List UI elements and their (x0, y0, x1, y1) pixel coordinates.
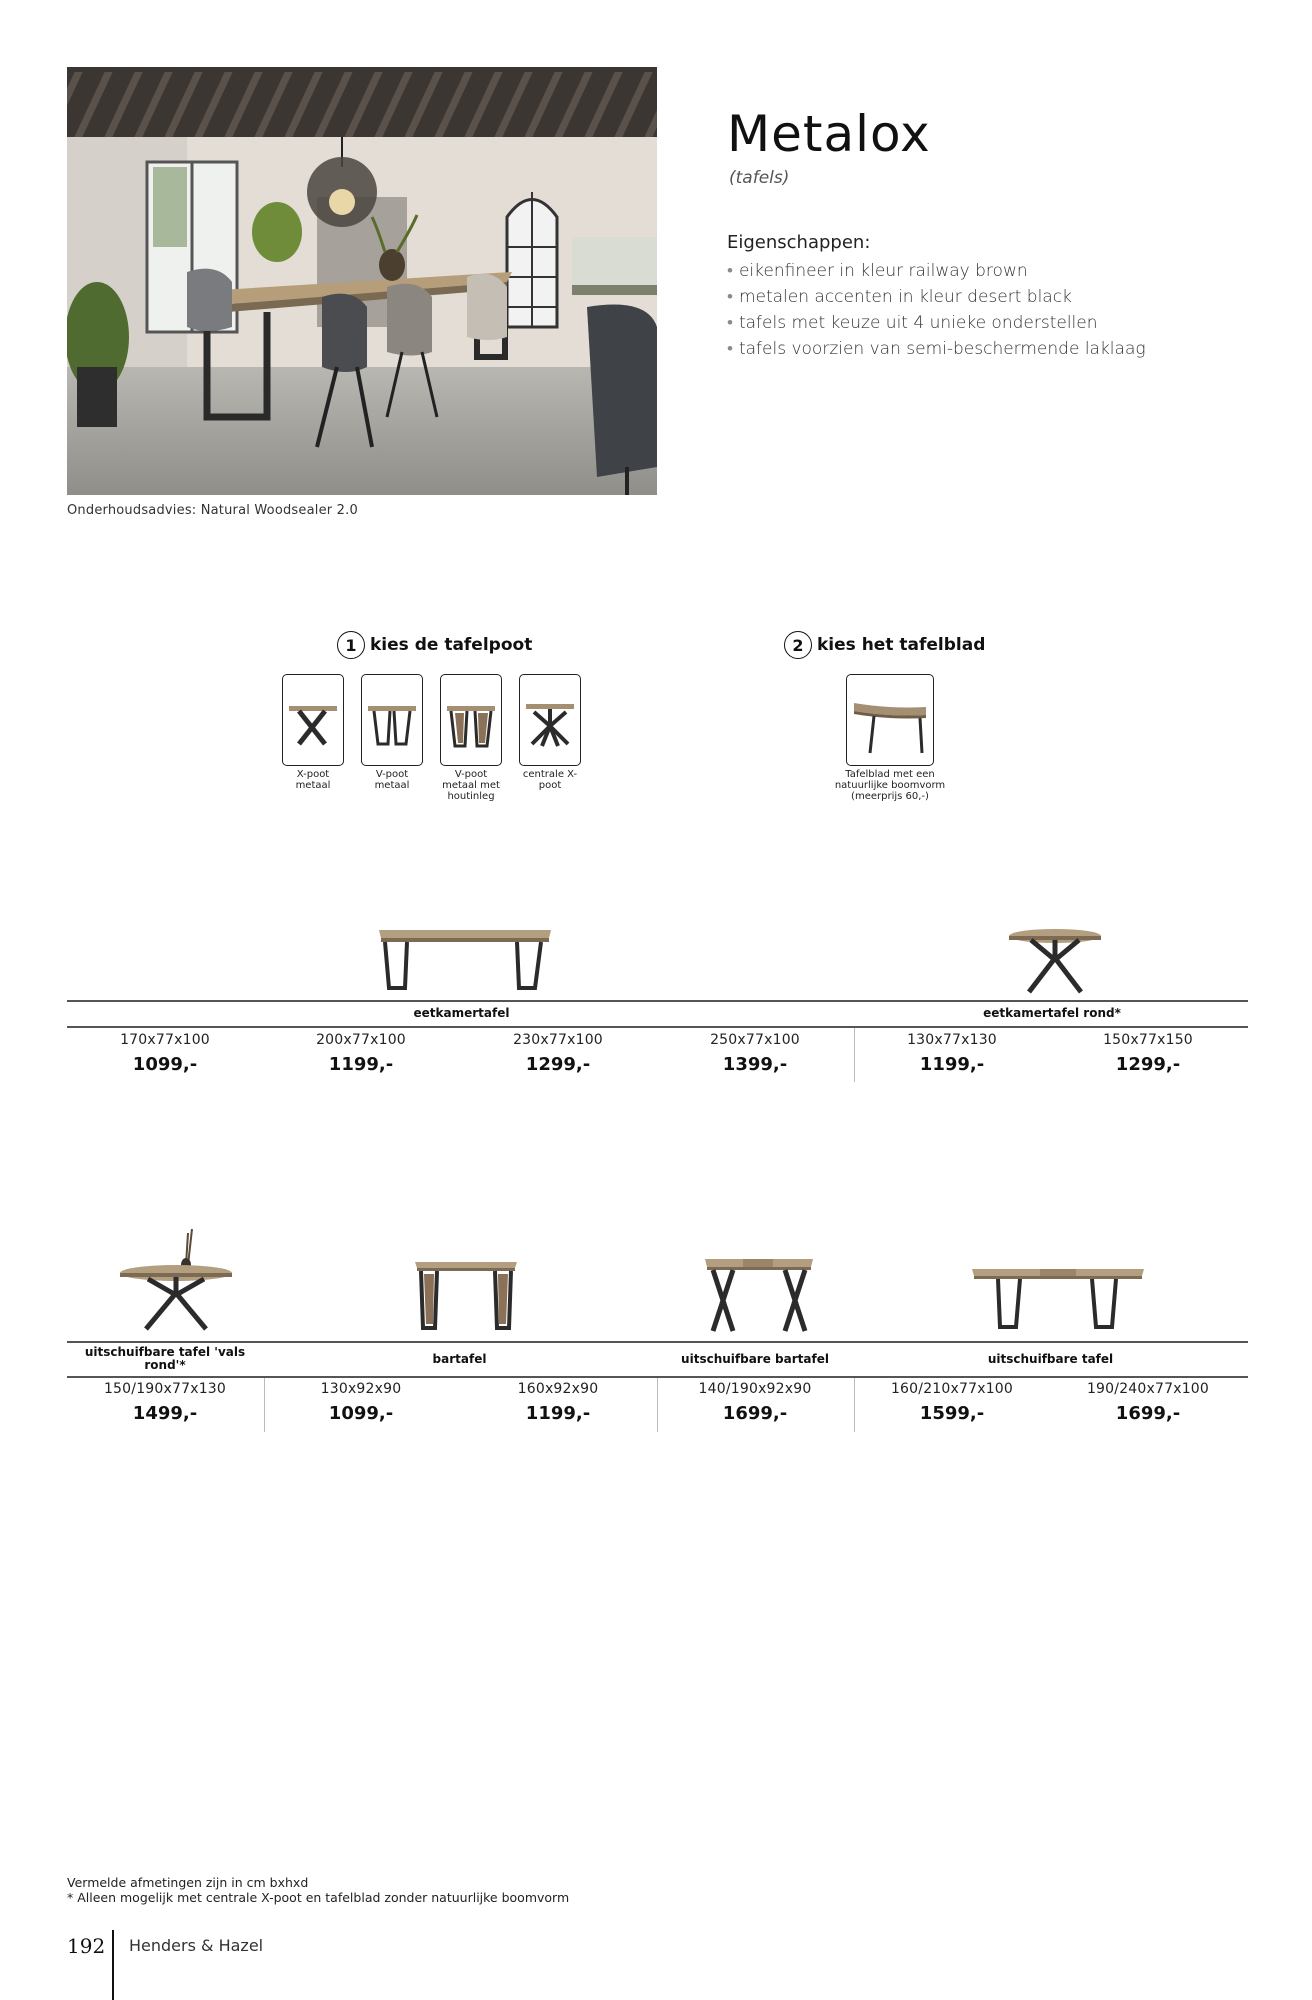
price-cell (460, 1381, 656, 1424)
price: 1199,- (919, 1054, 985, 1075)
price: 1399,- (722, 1054, 788, 1075)
step-choose-leg (337, 631, 532, 659)
dimensions: 130x77x130 (907, 1032, 997, 1048)
extendable-round-table-image (118, 1225, 234, 1337)
dimensions: 190/240x77x100 (1086, 1381, 1210, 1397)
dining-table-image (375, 920, 555, 996)
price-cell (854, 1032, 1050, 1075)
page-subtitle: (tafels) (729, 168, 790, 188)
dimensions: 170x77x100 (120, 1032, 210, 1048)
price-cell (657, 1381, 853, 1424)
group-label: eetkamertafel rond* (983, 1006, 1121, 1020)
price-cell (67, 1381, 263, 1424)
price: 1199,- (525, 1403, 591, 1424)
dimensions: 160x92x90 (517, 1381, 599, 1397)
leg-option-label: centrale X-poot (522, 769, 578, 791)
v-leg-icon (361, 674, 423, 766)
dimensions: 200x77x100 (316, 1032, 406, 1048)
step-choose-top (784, 631, 985, 659)
price-cell (1050, 1381, 1246, 1424)
dimensions: 150x77x150 (1103, 1032, 1193, 1048)
footnote: * Alleen mogelijk met centrale X-poot en tafelblad zonder natuurlijke boomvorm (67, 1890, 570, 1905)
property-item: • tafels met keuze uit 4 unieke onderstellen (727, 313, 1098, 333)
leg-option-label: V-poot metaal met houtinleg (442, 769, 500, 802)
price: 1599,- (919, 1403, 985, 1424)
leg-option-v-wood[interactable] (440, 674, 502, 802)
price: 1299,- (525, 1054, 591, 1075)
dimensions: 140/190x92x90 (698, 1381, 812, 1397)
group-label: uitschuifbare tafel 'vals rond'* (84, 1345, 246, 1372)
properties-heading: Eigenschappen: (727, 232, 871, 253)
price-cell (854, 1381, 1050, 1424)
bar-table-image (413, 1258, 519, 1336)
top-option-label: Tafelblad met een natuurlijke boomvorm (meerprijs 60,-) (834, 769, 946, 802)
dimensions: 230x77x100 (513, 1032, 603, 1048)
footnote: Vermelde afmetingen zijn in cm bxhxd (67, 1875, 309, 1890)
price: 1199,- (328, 1054, 394, 1075)
step-number: 1 (337, 631, 365, 659)
v-leg-wood-icon (440, 674, 502, 766)
table-rule (67, 1341, 1248, 1343)
table-rule (67, 1026, 1248, 1028)
group-label: uitschuifbare bartafel (681, 1352, 829, 1366)
group-label: uitschuifbare tafel (987, 1352, 1114, 1366)
step-label: kies de tafelpoot (370, 635, 533, 655)
photo-caption: Onderhoudsadvies: Natural Woodsealer 2.0 (67, 503, 358, 518)
extendable-table-image (970, 1265, 1146, 1335)
page-number: 192 (67, 1934, 106, 1958)
property-item: • tafels voorzien van semi-beschermende laklaag (727, 339, 1146, 359)
price: 1699,- (1115, 1403, 1181, 1424)
property-item: • metalen accenten in kleur desert black (727, 287, 1072, 307)
extendable-bar-table-image (703, 1255, 815, 1339)
price: 1299,- (1115, 1054, 1181, 1075)
top-option-natural-edge[interactable] (830, 674, 950, 802)
dimensions: 250x77x100 (710, 1032, 800, 1048)
dimensions: 160/210x77x100 (890, 1381, 1014, 1397)
central-x-leg-icon (519, 674, 581, 766)
price-cell (67, 1032, 263, 1075)
dining-room-illustration (67, 67, 657, 495)
footer-divider (112, 1930, 114, 2000)
price-cell (263, 1381, 459, 1424)
price-cell (460, 1032, 656, 1075)
leg-option-x[interactable] (282, 674, 344, 791)
step-label: kies het tafelblad (817, 635, 986, 655)
x-leg-icon (282, 674, 344, 766)
brand-name: Henders & Hazel (129, 1936, 264, 1955)
table-rule (67, 1000, 1248, 1002)
leg-option-label: X-poot metaal (295, 769, 331, 791)
price: 1099,- (328, 1403, 394, 1424)
round-dining-table-image (1005, 928, 1105, 1002)
natural-edge-top-icon (846, 674, 934, 766)
hero-photo (67, 67, 657, 495)
properties-list (727, 258, 1146, 362)
price: 1099,- (132, 1054, 198, 1075)
price-cell (263, 1032, 459, 1075)
footnotes (67, 1875, 569, 1905)
price-cell (657, 1032, 853, 1075)
leg-option-central-x[interactable] (519, 674, 581, 791)
step-number: 2 (784, 631, 812, 659)
group-label: bartafel (432, 1352, 487, 1366)
price: 1699,- (722, 1403, 788, 1424)
price-cell (1050, 1032, 1246, 1075)
price: 1499,- (132, 1403, 198, 1424)
property-item: • eikenfineer in kleur railway brown (727, 261, 1028, 281)
group-label: eetkamertafel (413, 1006, 510, 1020)
page-title: Metalox (727, 105, 931, 163)
leg-option-v[interactable] (361, 674, 423, 791)
dimensions: 150/190x77x130 (103, 1381, 227, 1397)
leg-option-label: V-poot metaal (374, 769, 410, 791)
dimensions: 130x92x90 (320, 1381, 402, 1397)
